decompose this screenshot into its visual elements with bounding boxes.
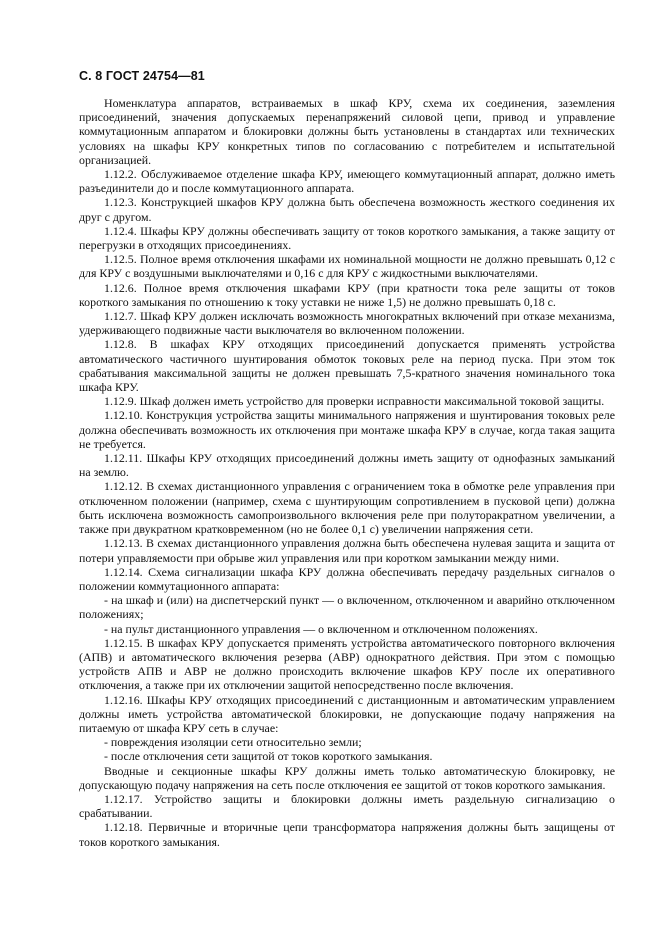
paragraph-1-12-9: 1.12.9. Шкаф должен иметь устройство для проверки исправности максимальной токовой защиты. — [104, 394, 605, 409]
paragraph-1-12-17: 1.12.17. Устройство защиты и блокировки должны иметь раздельную сигнализацию о срабатывании. — [79, 791, 615, 821]
list-item-remote-panel: - на пульт дистанционного управления — о включенном и отключенном положениях. — [104, 621, 538, 636]
page-header: С. 8 ГОСТ 24754—81 — [79, 69, 205, 83]
list-item-short-circuit: - после отключения сети защитой от токов короткого замыкания. — [104, 749, 433, 764]
paragraph-1-12-18: 1.12.18. Первичные и вторичные цепи трансформатора напряжения должны быть защищены от токов короткого замыкания. — [79, 820, 615, 849]
paragraph-1-12-10: 1.12.10. Конструкция устройства защиты минимального напряжения и шунтирования токовых реле должна обеспечивать возможность их отключения при монтаже шкафа КРУ в случае, когда такая защита не требуется. — [79, 408, 615, 451]
paragraph-1-12-3: 1.12.3. Конструкцией шкафов КРУ должна быть обеспечена возможность жесткого соединения их друг с другом. — [79, 195, 615, 224]
paragraph-1-12-16: 1.12.16. Шкафы КРУ отходящих присоединений с дистанционным и автоматическим управлением должны иметь устройства автоматической блокировки, не допускающие подачу напряжения на питаемую от шкафа КРУ сеть в случае: — [79, 692, 615, 735]
paragraph-1-12-8: 1.12.8. В шкафах КРУ отходящих присоединений допускается применять устройства автоматического частичного шунтирования обмоток токовых реле на период пуска. При этом ток срабатывания максимальной защиты не должен превышать 7,5-кратного значения номинального тока шкафа КРУ. — [79, 337, 615, 395]
list-item-insulation: - повреждения изоляции сети относительно земли; — [104, 735, 362, 750]
paragraph-1-12-6: 1.12.6. Полное время отключения шкафами КРУ (при кратности тока реле защиты от токов короткого замыкания по отношению к току уставки не ниже 1,5) не должно превышать 0,18 с. — [79, 280, 615, 309]
paragraph-input-sectional: Вводные и секционные шкафы КРУ должны иметь только автоматическую блокировку, не допускающую подачу напряжения на сеть после отключения ее защитой от токов короткого замыкания. — [79, 763, 615, 792]
paragraph-intro: Номенклатура аппаратов, встраиваемых в шкаф КРУ, схема их соединения, заземления присоединений, значения допускаемых перенапряжений силовой цепи, привод и управление коммутационным аппаратом и блокировки должны быть установлены в стандартах или технических условиях на шкафы КРУ конкретных типов по согласованию с потребителем и испытательной организацией. — [79, 96, 615, 167]
paragraph-1-12-12: 1.12.12. В схемах дистанционного управления с ограничением тока в обмотке реле управления при отключенном положении (например, схема с шунтирующим сопротивлением в пусковой цепи) должна быть исключена возможность самопроизвольного включения реле при полуторакратном увеличении, а также при двукратном кратковременном (но не более 0,1 с) увеличении напряжения сети. — [79, 479, 615, 537]
paragraph-1-12-5: 1.12.5. Полное время отключения шкафами их номинальной мощности не должно превышать 0,12 с для КРУ с воздушными выключателями и 0,16 с для КРУ с жидкостными выключателями. — [79, 252, 615, 281]
paragraph-1-12-15: 1.12.15. В шкафах КРУ допускается применять устройства автоматического повторного включения (АПВ) и автоматического включения резерва (АВР) однократного действия. При этом с помощью устройств АПВ и АВР не должно происходить включение шкафов КРУ после их оперативного отключения, а также при их отключении защитой непосредственно после включения. — [79, 635, 615, 693]
paragraph-1-12-11: 1.12.11. Шкафы КРУ отходящих присоединений должны иметь защиту от однофазных замыканий на землю. — [79, 451, 615, 480]
paragraph-1-12-7: 1.12.7. Шкаф КРУ должен исключать возможность многократных включений при отказе механизма, удерживающего подвижные части выключателя во включенном положении. — [79, 309, 615, 338]
paragraph-1-12-14: 1.12.14. Схема сигнализации шкафа КРУ должна обеспечивать передачу раздельных сигналов о положении коммутационного аппарата: — [79, 564, 615, 593]
document-body — [79, 96, 615, 849]
list-item-dispatch: - на шкаф и (или) на диспетчерский пункт — о включенном, отключенном и аварийно отключенном положениях; — [79, 593, 615, 622]
paragraph-1-12-4: 1.12.4. Шкафы КРУ должны обеспечивать защиту от токов короткого замыкания, а также защиту от перегрузки в отходящих присоединениях. — [79, 223, 615, 253]
paragraph-1-12-13: 1.12.13. В схемах дистанционного управления должна быть обеспечена нулевая защита и защита от потери управляемости при обрыве жил управления или при коротком замыкании между ними. — [79, 536, 615, 565]
paragraph-1-12-2: 1.12.2. Обслуживаемое отделение шкафа КРУ, имеющего коммутационный аппарат, должно иметь разъединители до и после коммутационного аппарата. — [79, 167, 615, 196]
